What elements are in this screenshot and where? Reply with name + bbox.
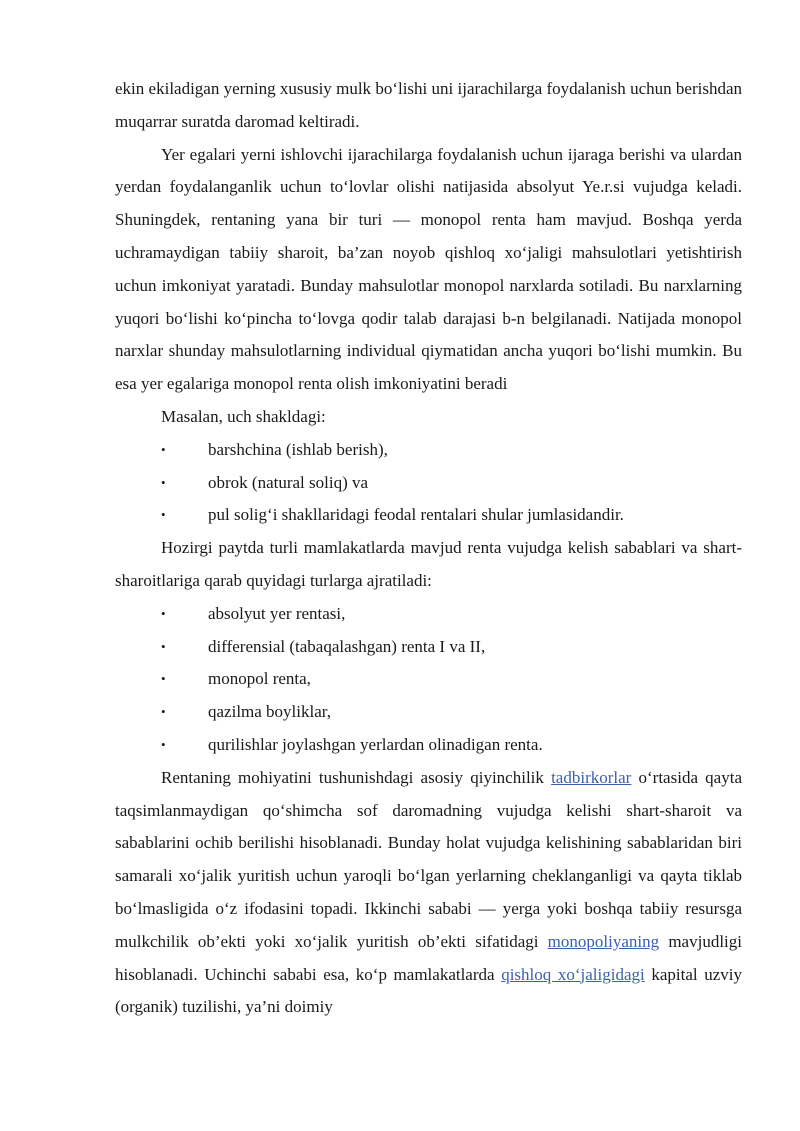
document-page [115,73,742,1024]
list-item-text: barshchina (ishlab berish), [208,439,388,459]
paragraph-rent-types-intro: Hozirgi paytda turli mamlakatlarda mavjud renta vujudga kelish sabablari va shart-sharoitlariga qarab quyidagi turlarga ajratiladi: [115,538,742,590]
list-item-text: absolyut yer rentasi, [208,603,346,623]
bullet-icon: • [161,507,166,523]
bullet-icon: • [161,671,166,687]
list-item [115,663,742,696]
list-item-text: obrok (natural soliq) va [208,472,369,492]
list-item-text: qazilma boyliklar, [208,702,332,722]
bullet-icon: • [161,638,166,654]
paragraph-text: o‘rtasida qayta taqsimlanmaydigan qo‘shimcha sof daromadning vujudga kelishi shart-sharoit va sabablarini ochib berilishi hisoblanadi. Bunday holat vujudga kelishining sabablaridan biri samarali xo‘jalik yuritish uchun yaroqli bo‘lgan yerlarning cheklanganligi va qayta tiklab bo‘lmasligida o‘z ifodasini topadi. Ikkinchi sababi — yerga yoki boshqa tabiiy resursga mulkchilik ob’ekti yoki xo‘jalik yuritish ob’ekti sifatidagi [115,767,742,951]
paragraph-text: Rentaning mohiyatini tushunishdagi asosiy qiyinchilik [161,767,552,787]
feudal-rent-list [115,434,742,532]
link-monopoliyaning[interactable]: monopoliyaning [547,931,660,951]
list-item-text: monopol renta, [208,669,311,689]
bullet-icon: • [161,704,166,720]
link-qishloq-xojaligidagi[interactable]: qishloq xo‘jaligidagi [501,964,645,984]
list-item-text: differensial (tabaqalashgan) renta I va II, [208,636,486,656]
link-tadbirkorlar[interactable]: tadbirkorlar [551,767,632,787]
list-item [115,696,742,729]
bullet-icon: • [161,441,166,457]
list-item [115,434,742,467]
paragraph-continuation: ekin ekiladigan yerning xususiy mulk bo‘lishi uni ijarachilarga foydalanish uchun berishdan muqarrar suratda daromad keltiradi. [115,79,742,131]
paragraph-example-intro: Masalan, uch shakldagi: [161,406,326,426]
list-item-text: pul solig‘i shakllaridagi feodal rentalari shular jumlasidandir. [208,505,624,525]
bullet-icon: • [161,736,166,752]
paragraph-text: mavjudligi hisoblanadi. Uchinchi sababi esa, ko‘p mamlakatlarda [115,931,742,984]
bullet-icon: • [161,474,166,490]
rent-types-list [115,598,742,762]
list-item [115,729,742,762]
list-item [115,467,742,500]
paragraph-absolute-rent: Yer egalari yerni ishlovchi ijarachilarga foydalanish uchun ijaraga berishi va ulardan yerdan foydalanganlik uchun to‘lovlar olishi natijasida absolyut Ye.r.si vujudga keladi. Shuningdek, rentaning yana bir turi — monopol renta ham mavjud. Boshqa yerda uchramaydigan tabiiy sharoit, ba’zan noyob qishloq xo‘jaligi mahsulotlari yetishtirish uchun imkoniyat yaratadi. Bunday mahsulotlar monopol narxlarda sotiladi. Bu narxlarning yuqori bo‘lishi ko‘pincha to‘lovga qodir talab darajasi b-n belgilanadi. Natijada monopol narxlar shunday mahsulotlarning individual qiymatidan ancha yuqori bo‘lishi mumkin. Bu esa yer egalariga monopol renta olish imkoniyatini beradi [115,144,742,394]
paragraph-text: kapital uzviy (organik) tuzilishi, ya’ni doimiy [115,964,742,1017]
list-item [115,499,742,532]
paragraph-rent-essence [115,762,742,1024]
bullet-icon: • [161,605,166,621]
list-item [115,598,742,631]
list-item [115,631,742,664]
list-item-text: qurilishlar joylashgan yerlardan olinadigan renta. [208,734,543,754]
